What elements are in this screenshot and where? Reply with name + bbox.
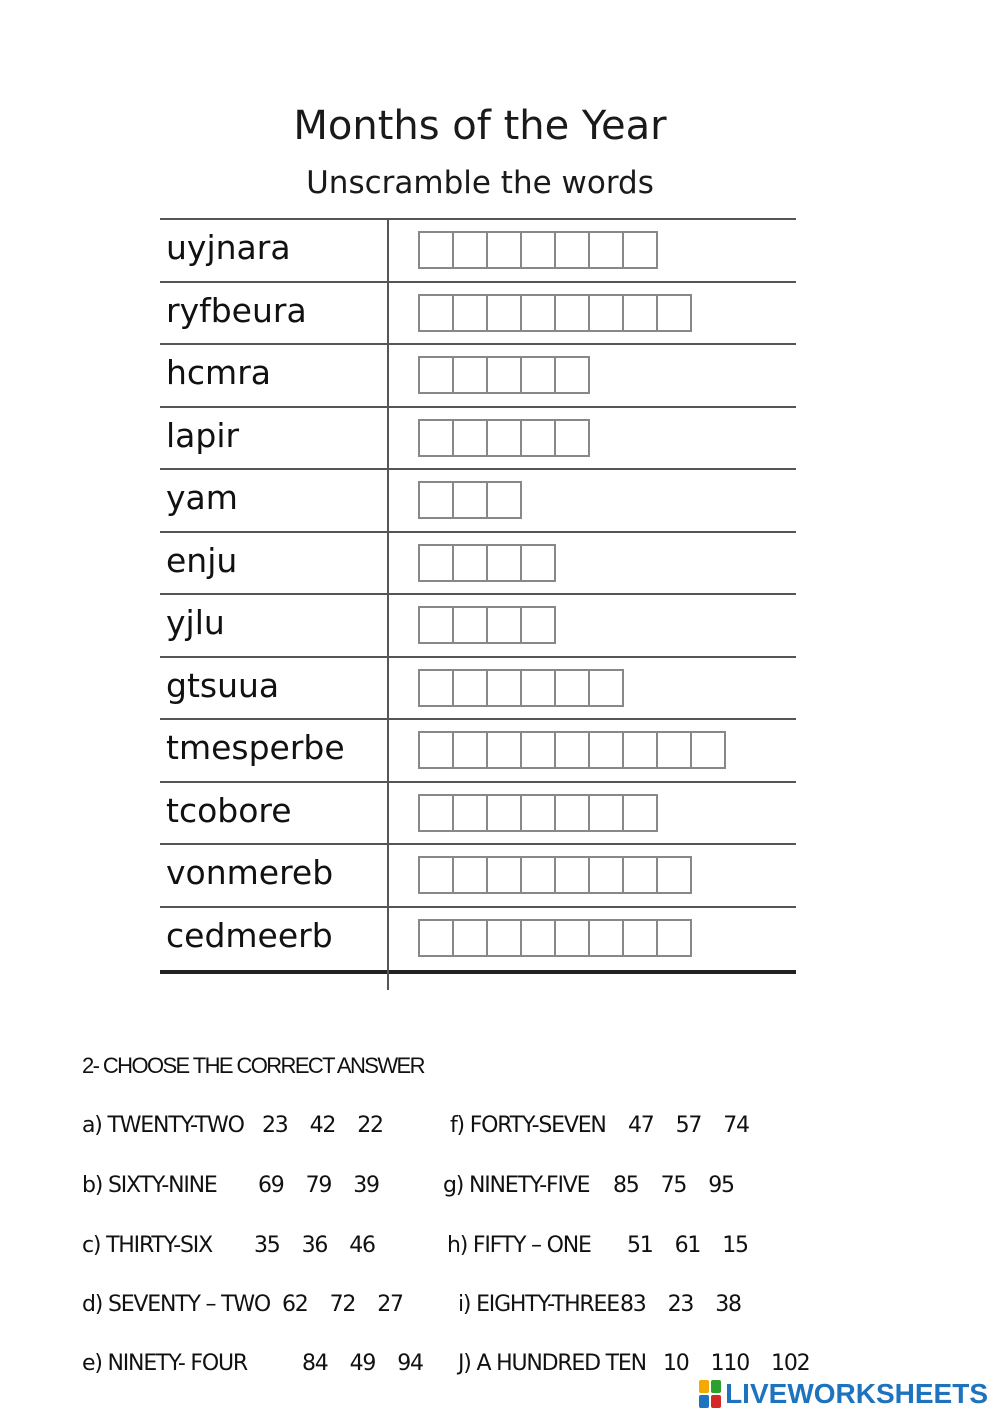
word-row: [160, 720, 796, 783]
letter-box[interactable]: [452, 231, 488, 269]
scrambled-word: enju: [166, 540, 238, 580]
answer-boxes: [418, 356, 590, 396]
answer-option[interactable]: 49: [349, 1351, 376, 1376]
answer-boxes: [418, 606, 556, 646]
letter-box[interactable]: [520, 356, 556, 394]
letter-box[interactable]: [554, 794, 590, 832]
answer-option[interactable]: 22: [357, 1113, 383, 1138]
scrambled-word: yjlu: [166, 603, 225, 642]
answer-option[interactable]: 36: [301, 1233, 328, 1258]
word-row: [160, 595, 796, 658]
answer-option[interactable]: 62: [282, 1292, 308, 1317]
answer-option[interactable]: 35: [254, 1233, 280, 1258]
word-row: [160, 470, 796, 533]
answer-boxes: [418, 731, 726, 771]
question-label: c) THIRTY-SIX: [82, 1233, 212, 1258]
letter-box[interactable]: [554, 731, 590, 769]
letter-box[interactable]: [588, 731, 624, 769]
answer-boxes: [418, 669, 624, 709]
answer-boxes: [418, 231, 658, 271]
question-item: [82, 1111, 383, 1141]
choose-answer-section: [82, 1048, 982, 1084]
letter-box[interactable]: [656, 731, 692, 769]
letter-box[interactable]: [656, 856, 692, 894]
letter-box[interactable]: [418, 356, 454, 394]
letter-box[interactable]: [418, 669, 454, 707]
answer-option[interactable]: 46: [349, 1233, 375, 1258]
scrambled-word: lapir: [166, 415, 240, 455]
word-row: [160, 345, 796, 408]
question-item: [458, 1290, 741, 1320]
worksheet-title: Months of the Year: [293, 103, 667, 149]
answer-option[interactable]: 47: [628, 1113, 654, 1138]
question-label: h) FIFTY – ONE: [447, 1233, 591, 1258]
letter-box[interactable]: [452, 919, 488, 957]
answer-option[interactable]: 23: [262, 1113, 288, 1138]
question-item: [82, 1290, 403, 1320]
letter-box[interactable]: [486, 294, 522, 332]
word-row: [160, 220, 796, 283]
letter-box[interactable]: [520, 231, 556, 269]
letter-box[interactable]: [622, 856, 658, 894]
question-item: [447, 1231, 748, 1261]
letter-box[interactable]: [418, 794, 454, 832]
letter-box[interactable]: [588, 294, 624, 332]
scrambled-word: tcobore: [166, 790, 292, 830]
letter-box[interactable]: [452, 794, 488, 832]
question-label: d) SEVENTY – TWO: [82, 1292, 270, 1317]
question-label: e) NINETY- FOUR: [82, 1351, 247, 1376]
word-row: [160, 845, 796, 908]
letter-box[interactable]: [588, 669, 624, 707]
letter-box[interactable]: [554, 231, 590, 269]
answer-option[interactable]: 74: [723, 1113, 749, 1138]
letter-box[interactable]: [418, 731, 454, 769]
letter-box[interactable]: [588, 794, 624, 832]
letter-box[interactable]: [486, 606, 522, 644]
answer-option[interactable]: 23: [667, 1292, 694, 1317]
question-label: i) EIGHTY-THREE: [458, 1292, 619, 1317]
letter-box[interactable]: [452, 856, 488, 894]
answer-option[interactable]: 95: [708, 1173, 734, 1198]
answer-option[interactable]: 57: [675, 1113, 702, 1138]
letter-box[interactable]: [588, 856, 624, 894]
question-item: [82, 1171, 379, 1201]
worksheet-subtitle: Unscramble the words: [306, 165, 654, 201]
answer-option[interactable]: 79: [305, 1173, 332, 1198]
letter-box[interactable]: [622, 294, 658, 332]
answer-boxes: [418, 919, 692, 959]
word-row: [160, 908, 796, 974]
word-row: [160, 658, 796, 721]
scrambled-word: vonmereb: [166, 853, 334, 892]
answer-option[interactable]: 51: [627, 1233, 653, 1258]
letter-box[interactable]: [452, 481, 488, 519]
letter-box[interactable]: [520, 606, 556, 644]
letter-box[interactable]: [520, 669, 556, 707]
scrambled-word: yam: [166, 478, 238, 517]
letter-box[interactable]: [690, 731, 726, 769]
letter-box[interactable]: [656, 294, 692, 332]
word-row: [160, 408, 796, 471]
question-label: g) NINETY-FIVE: [443, 1173, 590, 1198]
letter-box[interactable]: [486, 356, 522, 394]
answer-option[interactable]: 85: [613, 1173, 639, 1198]
scrambled-word: uyjnara: [166, 228, 291, 267]
letter-box[interactable]: [418, 606, 454, 644]
letter-box[interactable]: [554, 669, 590, 707]
word-row: [160, 783, 796, 846]
answer-option[interactable]: 38: [715, 1292, 741, 1317]
answer-option[interactable]: 83: [620, 1292, 646, 1317]
question-label: b) SIXTY-NINE: [82, 1173, 217, 1198]
letter-box[interactable]: [554, 919, 590, 957]
letter-box[interactable]: [622, 731, 658, 769]
answer-boxes: [418, 856, 692, 896]
letter-box[interactable]: [520, 919, 556, 957]
question-item: [458, 1349, 809, 1379]
letter-box[interactable]: [588, 231, 624, 269]
letter-box[interactable]: [486, 794, 522, 832]
brand-icon: [699, 1380, 721, 1408]
liveworksheets-logo: [699, 1377, 988, 1411]
letter-box[interactable]: [520, 294, 556, 332]
letter-box[interactable]: [418, 231, 454, 269]
answer-option[interactable]: 75: [660, 1173, 687, 1198]
answer-boxes: [418, 481, 522, 521]
letter-box[interactable]: [418, 919, 454, 957]
letter-box[interactable]: [486, 919, 522, 957]
unscramble-table: [160, 218, 796, 974]
letter-box[interactable]: [520, 731, 556, 769]
question-label: a) TWENTY-TWO: [82, 1113, 244, 1138]
letter-box[interactable]: [622, 231, 658, 269]
letter-box[interactable]: [418, 481, 454, 519]
letter-box[interactable]: [656, 919, 692, 957]
letter-box[interactable]: [520, 544, 556, 582]
answer-option[interactable]: 110: [710, 1351, 750, 1376]
scrambled-word: tmesperbe: [166, 728, 345, 767]
answer-option[interactable]: 84: [302, 1351, 328, 1376]
answer-option[interactable]: 10: [663, 1351, 689, 1376]
letter-box[interactable]: [418, 294, 454, 332]
letter-box[interactable]: [452, 606, 488, 644]
question-label: f) FORTY-SEVEN: [450, 1113, 606, 1138]
section2-title: 2- CHOOSE THE CORRECT ANSWER: [82, 1053, 424, 1078]
letter-box[interactable]: [588, 919, 624, 957]
letter-box[interactable]: [452, 294, 488, 332]
table-column-divider: [387, 218, 389, 990]
question-item: [82, 1231, 375, 1261]
letter-box[interactable]: [520, 794, 556, 832]
answer-option[interactable]: 69: [258, 1173, 284, 1198]
letter-box[interactable]: [486, 544, 522, 582]
answer-option[interactable]: 72: [329, 1292, 356, 1317]
scrambled-word: cedmeerb: [166, 915, 333, 955]
letter-box[interactable]: [554, 856, 590, 894]
letter-box[interactable]: [452, 419, 488, 457]
letter-box[interactable]: [486, 669, 522, 707]
letter-box[interactable]: [520, 419, 556, 457]
answer-boxes: [418, 294, 692, 334]
answer-option[interactable]: 61: [674, 1233, 701, 1258]
question-label: J) A HUNDRED TEN: [458, 1351, 646, 1376]
answer-option[interactable]: 42: [309, 1113, 336, 1138]
letter-box[interactable]: [418, 419, 454, 457]
letter-box[interactable]: [452, 731, 488, 769]
word-row: [160, 533, 796, 596]
letter-box[interactable]: [418, 544, 454, 582]
question-item: [443, 1171, 734, 1201]
letter-box[interactable]: [486, 419, 522, 457]
answer-option[interactable]: 94: [397, 1351, 423, 1376]
letter-box[interactable]: [486, 856, 522, 894]
letter-box[interactable]: [622, 794, 658, 832]
question-item: [450, 1111, 749, 1141]
answer-option[interactable]: 15: [722, 1233, 748, 1258]
letter-box[interactable]: [418, 856, 454, 894]
brand-name: LIVEWORKSHEETS: [725, 1378, 988, 1409]
scrambled-word: hcmra: [166, 353, 271, 392]
word-row: [160, 283, 796, 346]
letter-box[interactable]: [520, 856, 556, 894]
answer-option[interactable]: 27: [377, 1292, 403, 1317]
letter-box[interactable]: [554, 419, 590, 457]
answer-boxes: [418, 544, 556, 584]
letter-box[interactable]: [554, 294, 590, 332]
letter-box[interactable]: [452, 356, 488, 394]
letter-box[interactable]: [554, 356, 590, 394]
letter-box[interactable]: [452, 669, 488, 707]
scrambled-word: gtsuua: [166, 665, 280, 705]
letter-box[interactable]: [452, 544, 488, 582]
scrambled-word: ryfbeura: [166, 290, 307, 330]
letter-box[interactable]: [486, 481, 522, 519]
letter-box[interactable]: [622, 919, 658, 957]
answer-boxes: [418, 419, 590, 459]
question-item: [82, 1349, 423, 1379]
letter-box[interactable]: [486, 731, 522, 769]
answer-option[interactable]: 102: [771, 1351, 810, 1376]
letter-box[interactable]: [486, 231, 522, 269]
answer-boxes: [418, 794, 658, 834]
answer-option[interactable]: 39: [353, 1173, 379, 1198]
